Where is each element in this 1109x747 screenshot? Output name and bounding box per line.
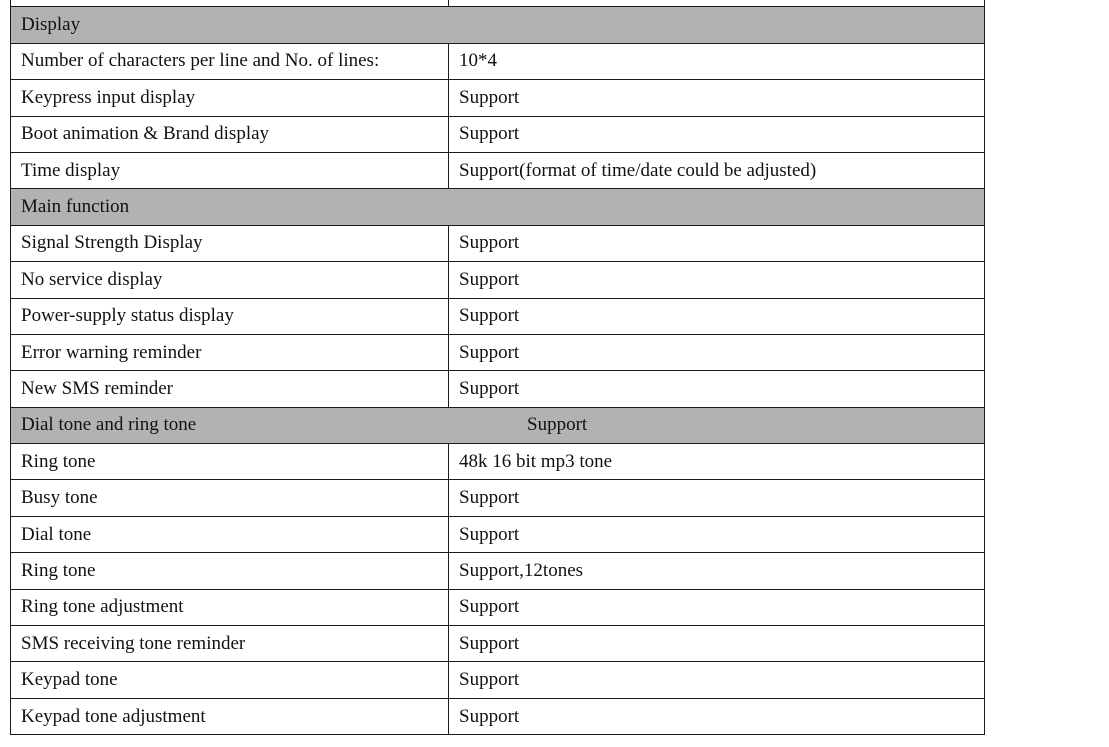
section-title-text: Main function <box>21 196 130 218</box>
row-value: Support <box>449 516 985 552</box>
row-value: Support <box>449 589 985 625</box>
row-value: Support,12tones <box>449 553 985 589</box>
row-label: Keypad tone <box>11 662 449 698</box>
table-row <box>11 334 985 370</box>
table-row <box>11 0 985 7</box>
row-value: Support <box>449 298 985 334</box>
row-label: Ring tone adjustment <box>11 589 449 625</box>
section-title <box>11 407 985 443</box>
table-row <box>11 43 985 79</box>
row-label: Number of characters per line and No. of lines: <box>11 43 449 79</box>
row-label: Busy tone <box>11 480 449 516</box>
row-label: No service display <box>11 262 449 298</box>
table-row <box>11 662 985 698</box>
row-value: Support <box>449 225 985 261</box>
row-value: Support <box>449 262 985 298</box>
row-value: 10*4 <box>449 43 985 79</box>
table-row <box>11 298 985 334</box>
row-label: Time display <box>11 152 449 188</box>
row-value: Support <box>449 698 985 734</box>
row-value: 48k 16 bit mp3 tone <box>449 444 985 480</box>
table-row <box>11 80 985 116</box>
row-label: Keypress input display <box>11 80 449 116</box>
row-label: Power-supply status display <box>11 298 449 334</box>
table-row <box>11 480 985 516</box>
table-row <box>11 225 985 261</box>
row-label: Error warning reminder <box>11 334 449 370</box>
row-label: Boot animation & Brand display <box>11 116 449 152</box>
table-row <box>11 116 985 152</box>
spec-table <box>10 0 985 735</box>
row-label: Keypad tone adjustment <box>11 698 449 734</box>
section-title <box>11 7 985 43</box>
section-title-text: Display <box>21 14 81 36</box>
row-value: Support <box>449 626 985 662</box>
table-row <box>11 553 985 589</box>
section-header-dial-tone <box>11 407 985 443</box>
row-label: Dial tone <box>11 516 449 552</box>
row-value: Support <box>449 371 985 407</box>
table-row <box>11 626 985 662</box>
row-value: Support <box>449 480 985 516</box>
row-label: Ring tone <box>11 553 449 589</box>
row-label: SMS receiving tone reminder <box>11 626 449 662</box>
section-header-display <box>11 7 985 43</box>
table-row <box>11 262 985 298</box>
row-label: New SMS reminder <box>11 371 449 407</box>
row-value: Support <box>449 334 985 370</box>
section-header-main-function <box>11 189 985 225</box>
row-label: Ring tone <box>11 444 449 480</box>
row-label: Signal Strength Display <box>11 225 449 261</box>
table-row <box>11 516 985 552</box>
row-value <box>449 0 985 7</box>
section-title-text: Dial tone and ring tone <box>21 414 197 436</box>
table-row <box>11 698 985 734</box>
section-value: Support <box>527 414 588 436</box>
table-row <box>11 444 985 480</box>
row-value: Support(format of time/date could be adjusted) <box>449 152 985 188</box>
table-row <box>11 589 985 625</box>
row-value: Support <box>449 80 985 116</box>
table-row <box>11 371 985 407</box>
row-label <box>11 0 449 7</box>
section-title <box>11 189 985 225</box>
row-value: Support <box>449 662 985 698</box>
table-row <box>11 152 985 188</box>
row-value: Support <box>449 116 985 152</box>
